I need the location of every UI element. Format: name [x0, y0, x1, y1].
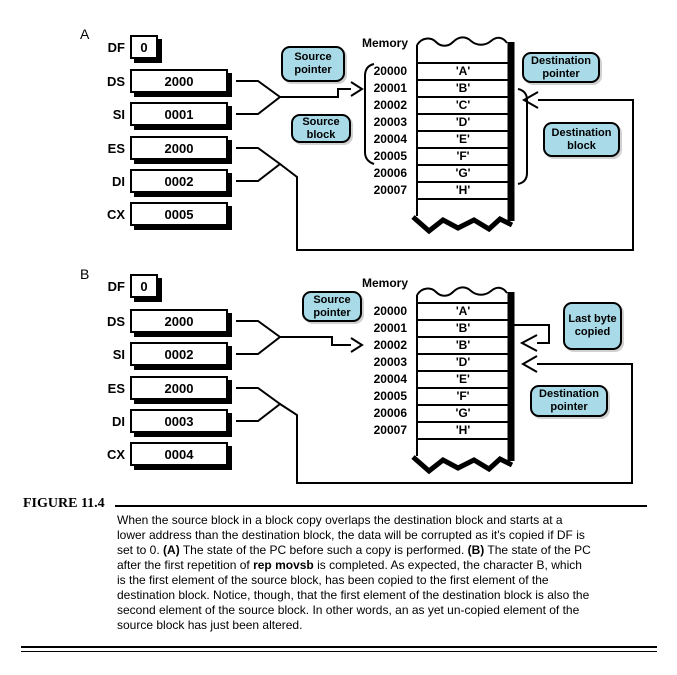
memory-title-b: Memory [362, 276, 409, 290]
torn-bottom-edge [413, 217, 512, 231]
memory-value: 'B' [455, 338, 471, 352]
source-pointer-arrow-a [236, 81, 362, 114]
memory-row [355, 303, 509, 320]
figure-caption [117, 513, 591, 633]
register-row-df-a [99, 35, 158, 59]
register-row-df-b [99, 274, 158, 298]
bottom-double-rule [21, 646, 657, 652]
register-label: DF [107, 39, 125, 55]
register-value-box: 0002 [130, 169, 228, 193]
memory-address: 20007 [373, 183, 407, 197]
caption-line: after the first repetition of rep movsb is completed. As expected, the character B, which [117, 558, 582, 572]
memory-address: 20003 [373, 115, 407, 129]
register-value-box: 0004 [130, 442, 228, 466]
register-label: DI [112, 413, 125, 429]
memory-address: 20000 [373, 64, 407, 78]
memory-address: 20005 [373, 389, 407, 403]
register-label: CX [106, 446, 125, 462]
memory-row [355, 131, 509, 148]
register-label: DF [107, 278, 125, 294]
destination-block-bracket-a [518, 89, 527, 184]
caption-line: second element of the source block. In other words, an as yet un-copied element of the [117, 603, 580, 617]
memory-row [355, 63, 509, 80]
memory-row [355, 97, 509, 114]
memory-address: 20006 [373, 166, 407, 180]
register-label: SI [112, 346, 125, 362]
memory-row [355, 165, 509, 182]
register-value-box: 2000 [130, 376, 228, 400]
callout-source-block-a: Source block [291, 114, 351, 143]
last-byte-copied-arrow-b [512, 325, 549, 351]
memory-title-a: Memory [362, 36, 409, 50]
register-label: DS [106, 73, 125, 89]
memory-row [355, 405, 509, 422]
memory-value: 'H' [455, 183, 471, 197]
register-row-es-a [99, 136, 228, 160]
memory-address: 20002 [373, 338, 407, 352]
caption-line: destination block. Notice, though, that the first element of the destination block is also the [117, 588, 590, 602]
register-label: DI [112, 173, 125, 189]
memory-address: 20004 [373, 132, 407, 146]
register-value-box: 2000 [130, 69, 228, 93]
register-value-box: 0 [130, 35, 158, 59]
register-value-box: 2000 [130, 309, 228, 333]
memory-row [355, 371, 509, 388]
register-row-cx-a [99, 202, 228, 226]
register-label: SI [112, 106, 125, 122]
register-row-si-a [99, 102, 228, 126]
memory-row [355, 422, 509, 439]
memory-value: 'C' [455, 98, 471, 112]
memory-value: 'H' [455, 423, 471, 437]
memory-row [355, 80, 509, 97]
caption-line: When the source block in a block copy overlaps the destination block and starts at a [117, 513, 563, 527]
memory-value: 'D' [455, 115, 471, 129]
register-value-box: 0002 [130, 342, 228, 366]
register-row-di-a [99, 169, 228, 193]
register-value-box: 0 [130, 274, 158, 298]
register-value-box: 0003 [130, 409, 228, 433]
memory-row [355, 114, 509, 131]
memory-value: 'B' [455, 321, 471, 335]
callout-destination-block-a: Destination block [543, 122, 620, 157]
memory-address: 20006 [373, 406, 407, 420]
figure-label: FIGURE 11.4 [23, 496, 105, 511]
register-label: ES [107, 140, 125, 156]
memory-value: 'G' [455, 166, 471, 180]
caption-rule [115, 505, 647, 507]
torn-top-edge [417, 287, 507, 295]
memory-address: 20002 [373, 98, 407, 112]
callout-source-pointer-b: Source pointer [302, 291, 362, 322]
memory-row [355, 320, 509, 337]
register-value-box: 0001 [130, 102, 228, 126]
memory-value: 'A' [455, 64, 471, 78]
caption-line: set to 0. (A) The state of the PC before such a copy is performed. (B) The state of the PC [117, 543, 591, 557]
memory-address: 20001 [373, 321, 407, 335]
memory-value: 'E' [456, 372, 470, 386]
memory-row [355, 148, 509, 165]
memory-address: 20007 [373, 423, 407, 437]
memory-value: 'F' [456, 149, 470, 163]
memory-value: 'D' [455, 355, 471, 369]
memory-address: 20001 [373, 81, 407, 95]
memory-row [355, 182, 509, 199]
register-label: ES [107, 380, 125, 396]
register-value-box: 2000 [130, 136, 228, 160]
register-label: CX [106, 206, 125, 222]
source-pointer-arrow-b [236, 321, 362, 354]
register-row-ds-a [99, 69, 228, 93]
memory-row [355, 337, 509, 354]
register-row-es-b [99, 376, 228, 400]
callout-destination-pointer-a: Destination pointer [522, 52, 600, 83]
register-value-box: 0005 [130, 202, 228, 226]
panel-a-label: A [80, 26, 90, 42]
callout-destination-pointer-b: Destination pointer [530, 385, 608, 417]
memory-address: 20005 [373, 149, 407, 163]
memory-address: 20003 [373, 355, 407, 369]
register-row-cx-b [99, 442, 228, 466]
torn-top-edge [417, 37, 507, 45]
memory-address: 20004 [373, 372, 407, 386]
memory-value: 'A' [455, 304, 471, 318]
register-row-di-b [99, 409, 228, 433]
callout-last-byte-copied-b: Last byte copied [563, 302, 622, 350]
caption-line: source block has just been altered. [117, 618, 303, 632]
memory-row [355, 354, 509, 371]
caption-line: lower address than the destination block, the data will be corrupted as it's copied if DF is [117, 528, 585, 542]
memory-value: 'B' [455, 81, 471, 95]
register-label: DS [106, 313, 125, 329]
torn-bottom-edge [413, 457, 512, 471]
panel-b-label: B [80, 266, 90, 282]
register-row-ds-b [99, 309, 228, 333]
register-row-si-b [99, 342, 228, 366]
memory-value: 'G' [455, 406, 471, 420]
memory-value: 'F' [456, 389, 470, 403]
memory-address: 20000 [373, 304, 407, 318]
memory-row [355, 388, 509, 405]
memory-value: 'E' [456, 132, 470, 146]
caption-line: is the first element of the source block, has been copied to the first element of the [117, 573, 549, 587]
callout-source-pointer-a: Source pointer [281, 46, 345, 82]
